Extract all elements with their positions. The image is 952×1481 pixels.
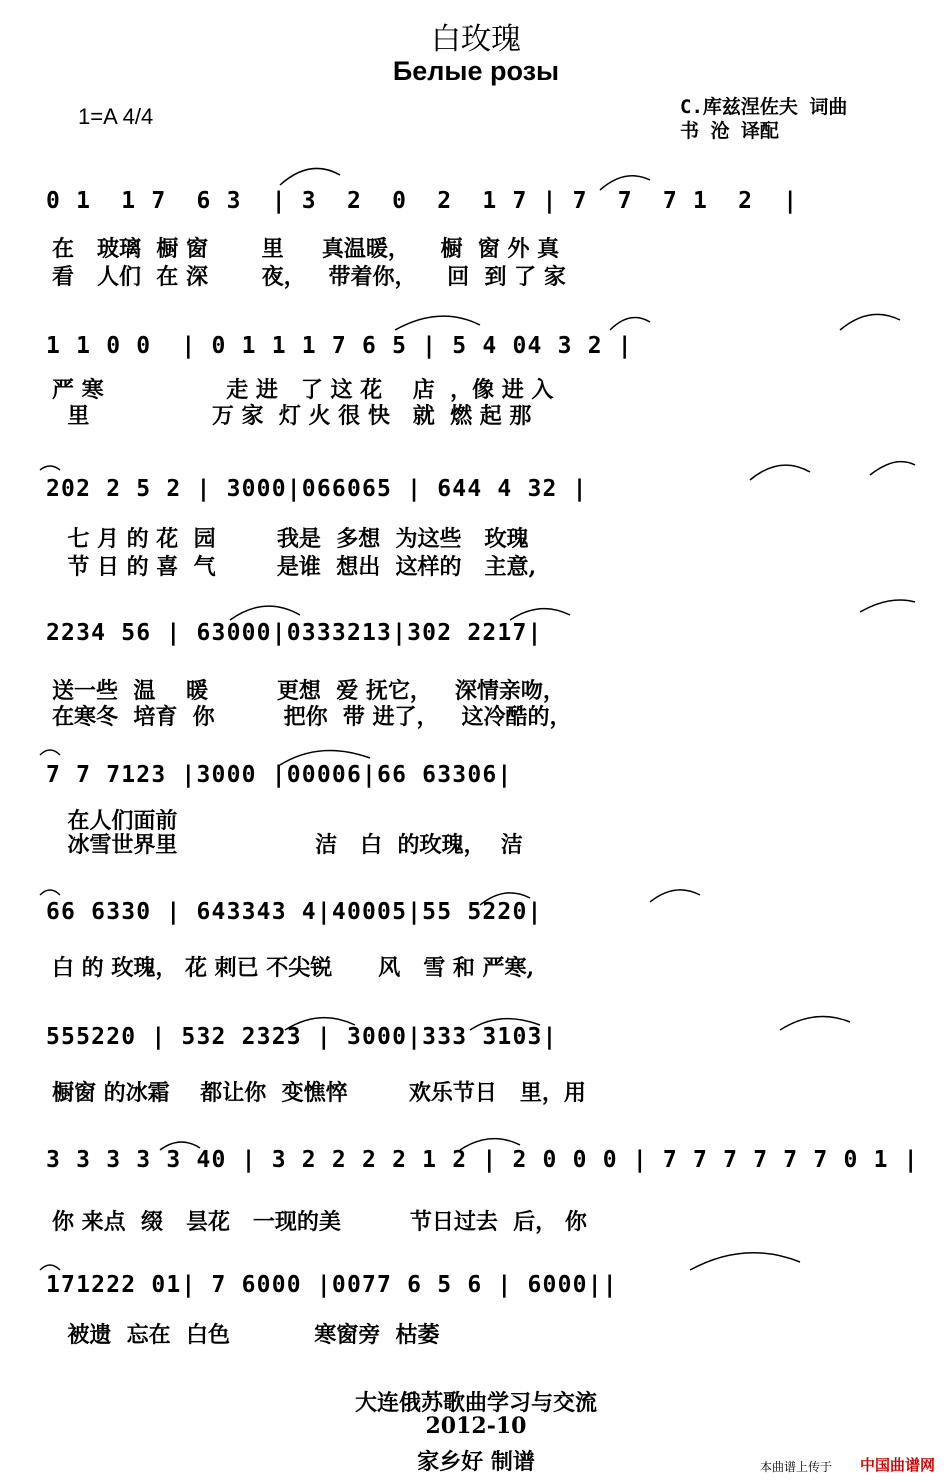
lyrics-verse-2: 看 人们 在 深 夜， 带着你， 回 到 了 家 <box>52 264 566 290</box>
notation-line: 202 2 5 2 | 3000|066065 | 644 4 32 | <box>46 476 588 502</box>
lyrics-verse-1: 白 的 玫瑰， 花 刺已 不尖锐 风 雪 和 严寒, <box>52 955 535 981</box>
notation-line: 555220 | 532 2323 | 3000|333 3103| <box>46 1024 558 1050</box>
notation-line: 7 7 7123 |3000 |00006|66 63306| <box>46 762 513 788</box>
site-logo: 中国曲谱网 <box>860 1457 936 1474</box>
notation-line: 0 1 1 7 6 3 | 3 2 0 2 1 7 | 7 7 7 1 2 | <box>46 188 799 214</box>
lyrics-verse-1: 你 来点 缀 昙花 一现的美 节日过去 后， 你 <box>52 1209 587 1235</box>
lyrics-verse-1: 在 玻璃 橱 窗 里 真温暖， 橱 窗 外 真 <box>52 236 560 262</box>
key-signature: 1=A 4/4 <box>78 104 154 129</box>
lyrics-verse-1: 七 月 的 花 园 我是 多想 为这些 玫瑰 <box>52 526 529 552</box>
lyrics-verse-1: 送一些 温 暖 更想 爱 抚它， 深情亲吻， <box>52 678 565 704</box>
footer-line-1: 大连俄苏歌曲学习与交流 <box>354 1390 597 1416</box>
notation-line: 66 6330 | 643343 4|40005|55 5220| <box>46 899 543 925</box>
lyrics-verse-1: 严 寒 走 进 了 这 花 店 ，像 进 入 <box>52 377 554 403</box>
footer-arranger: 家乡好 制谱 <box>417 1449 535 1475</box>
translator-credit: 书 沧 译配 <box>680 120 779 142</box>
lyrics-verse-2: 节 日 的 喜 气 是谁 想出 这样的 主意, <box>52 554 537 580</box>
notation-line: 1 1 0 0 | 0 1 1 1 7 6 5 | 5 4 04 3 2 | <box>46 333 633 359</box>
song-subtitle: Белые розы <box>392 56 560 86</box>
song-title: 白玫瑰 <box>431 22 521 57</box>
lyrics-verse-2: 冰雪世界里 洁 白 的玫瑰， 洁 <box>52 832 523 858</box>
lyrics-verse-1: 被遗 忘在 白色 寒窗旁 枯萎 <box>52 1322 440 1348</box>
lyrics-verse-2: 在寒冬 培育 你 把你 带 进了， 这冷酷的， <box>52 704 572 730</box>
upload-note: 本曲谱上传于 <box>760 1460 833 1474</box>
lyrics-verse-1: 在人们面前 <box>52 808 178 834</box>
composer-credit: C.库兹涅佐夫 词曲 <box>680 96 848 118</box>
notation-line: 3 3 3 3 3 40 | 3 2 2 2 2 1 2 | 2 0 0 0 | 7 7 7 7 7 7 0 1 | <box>46 1147 919 1173</box>
notation-line: 2234 56 | 63000|0333213|302 2217| <box>46 620 543 646</box>
notation-line: 171222 01| 7 6000 |0077 6 5 6 | 6000|| <box>46 1272 618 1298</box>
footer-date: 2012-10 <box>425 1413 527 1439</box>
lyrics-verse-2: 里 万 家 灯 火 很 快 就 燃 起 那 <box>52 403 532 429</box>
lyrics-verse-1: 橱窗 的冰霜 都让你 变憔悴 欢乐节日 里，用 <box>52 1080 586 1106</box>
